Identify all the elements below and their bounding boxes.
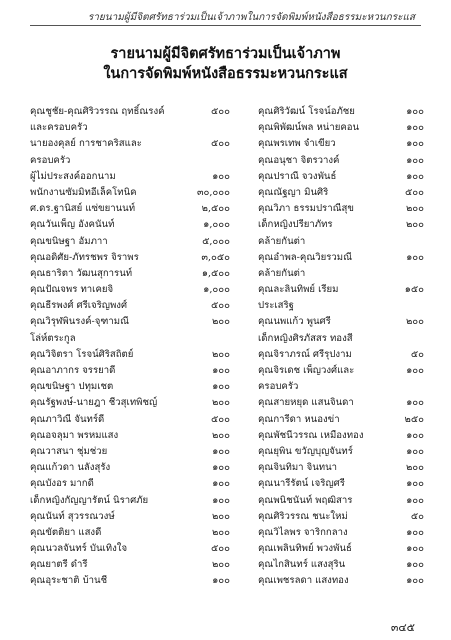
donor-name: คุณนวลจันทร์ บันเทิงใจ [30,543,128,555]
donor-row [30,234,230,250]
donation-amount: ๕๐๐ [211,413,230,425]
donor-name: คุณวิไลพร จาริกกลาง [258,526,348,538]
donor-row [30,460,230,476]
donor-row [258,185,424,201]
donation-amount: ๑๐๐ [212,170,230,182]
donation-amount: ๕๐๐ [211,138,230,150]
donor-row [30,169,230,185]
donation-amount: ๑๐๐ [406,559,424,571]
donor-row [258,363,424,379]
donation-amount: ๕๐๐ [211,300,230,312]
title-block [0,44,451,84]
donor-row [258,136,424,152]
header-rule [30,25,421,26]
donor-row [258,412,424,428]
donor-row [258,476,424,492]
donor-row [258,347,424,363]
donation-amount: ๑๐๐ [406,445,424,457]
donor-name: เด็กหญิงศิรภัสสร ทองสี [258,332,353,344]
donation-amount: ๒๕๐ [404,413,424,425]
page-title-line-1: รายนามผู้มีจิตศรัทธาร่วมเป็นเจ้าภาพ [110,45,341,62]
donor-name: คุณขนิษฐา ปทุมเชต [30,381,114,393]
donor-row [30,525,230,541]
donor-row [30,201,230,217]
donor-row [258,104,424,120]
donor-row [258,201,424,217]
donation-amount: ๒,๕๐๐ [201,203,230,215]
donor-name: คุณเพลินทิพย์ พวงพันธ์ [258,543,352,555]
donor-name: นายองคุลย์ การชาคริสและ [30,138,142,150]
donation-amount: ๑๐๐ [212,445,230,457]
donation-amount: ๑๐๐ [406,365,424,376]
donation-amount: ๒๐๐ [211,348,230,360]
donor-name: และครอบครัว [30,122,88,134]
donor-row [258,444,424,460]
donor-name: เด็กหญิงกัญญารัตน์ นิราศภัย [30,494,149,506]
donation-amount: ๑๐๐ [406,429,424,441]
donor-name: คุณอำพล-คุณวิยรวมณี [258,251,353,263]
donor-name: ครอบครัว [258,381,299,393]
donor-row [258,314,424,330]
donor-name: คุณพนิชนันท์ พฤฒิสาร [258,494,353,506]
donor-name: พนักงานซัมมิทอีเล็คโทนิค [30,186,137,198]
donor-row [258,573,424,589]
donor-row [258,331,424,347]
donor-name: คุณปัณจพร ทาเคยจิ [30,284,114,296]
donor-row [258,525,424,541]
donor-name: คุณแก้วดา นลังสุรัง [30,462,111,474]
donor-list-right [258,104,424,590]
donor-row [30,493,230,509]
donor-row [258,541,424,557]
donor-name: คุณวิรุฬพินรงค์-จุฑามณี [30,316,129,328]
donor-row [30,104,230,120]
donor-name: ครอบครัว [30,154,71,166]
donor-name: คุณภาวิณี จันทร์ดี [30,413,105,425]
donation-amount: ๒๐๐ [405,462,424,474]
donor-row [258,557,424,573]
donor-name: คุณจิรเดช เพ็ญวงศ์และ [258,365,355,376]
donor-row [30,250,230,266]
donor-name: คุณสายหยุด แสนจินดา [258,397,354,409]
donor-name: คุณยาตรี ดำรี [30,559,88,571]
donor-name: คุณขัตติยา แสงดี [30,526,102,538]
page-number: ๓๔๕ [390,621,415,634]
donation-amount: ๒๐๐ [211,429,230,441]
donor-name: คุณศิริวัฒน์ โรจน์อภัชย [258,106,355,117]
donor-row [30,395,230,411]
donor-row [30,557,230,573]
donor-name: คุณอดิศัย-ภัทรชพร จิราพร [30,251,139,263]
donor-name: คุณวิภา ธรรมปราณีสุข [258,203,354,215]
donor-row [30,412,230,428]
donor-row [258,298,424,314]
donor-row [30,541,230,557]
donor-row [258,169,424,185]
donation-amount: ๑๐๐ [212,365,230,376]
donor-name: คุณขนิษฐา อัมภาา [30,235,108,247]
donor-row [258,217,424,233]
donor-name: คุณนพแก้ว พูนศรี [258,316,331,328]
donation-amount: ๑๐๐ [406,154,424,166]
donor-name: คุณจินทิมา จินทนา [258,462,338,474]
donation-amount: ๓,๐๕๐ [201,251,230,263]
donor-name: ประเสริฐ [258,300,294,312]
donor-row [258,250,424,266]
donor-name: คุณปราณี จวงพันธ์ [258,170,337,182]
donation-amount: ๓๐,๐๐๐ [196,186,230,198]
donation-amount: ๑๐๐ [406,397,424,409]
donor-row [258,395,424,411]
donation-amount: ๒๐๐ [405,219,424,231]
donor-row [258,266,424,282]
donor-row [30,120,230,136]
running-header: รายนามผู้มีจิตศรัทธาร่วมเป็นเจ้าภาพในการจัดพิมพ์หนังสือธรรมะหวนกระแส [87,12,415,23]
donor-row [30,217,230,233]
donation-amount: ๑๐๐ [406,478,424,490]
donor-name: คุณนันท์ สุวรรณวงษ์ [30,510,115,522]
donor-name: คุณวิจิตรา โรจน์ศิริสถิตย์ [30,348,134,360]
donation-amount: ๒๐๐ [405,203,424,215]
donor-name: คุณพิพัฒน์พล หน่ายคอน [258,122,360,134]
donor-row [30,444,230,460]
donor-row [30,153,230,169]
donor-row [30,331,230,347]
donor-name: คุณเพชรลดา แสงทอง [258,575,349,587]
donation-amount: ๑๐๐ [406,543,424,555]
donor-row [258,153,424,169]
donor-row [258,493,424,509]
donor-row [30,476,230,492]
donation-amount: ๑,๕๐๐ [201,267,230,279]
donor-name: คุณอจลุมา พรหมแสง [30,429,119,441]
donor-name: คุณยุพิน ขวัญบุญจันทร์ [258,445,353,457]
donation-amount: ๑๐๐ [406,526,424,538]
donor-name: คุณธีรพงศ์ ศรีเจริญพงศ์ [30,300,128,312]
donation-amount: ๑๐๐ [212,381,230,393]
donor-name: ผู้ไม่ประสงค์ออกนาม [30,170,116,182]
donation-amount: ๒๐๐ [211,510,230,522]
donor-name: คุณบังอร มากดี [30,478,94,490]
donation-amount: ๑๐๐ [406,138,424,150]
donor-row [258,120,424,136]
donor-name: คุณชูชัย-คุณศิริวรรณ ฤทธิ์ณรงค์ [30,106,165,117]
donor-row [258,282,424,298]
donor-name: คุณละลินทิพย์ เรียม [258,284,339,296]
donor-name: คุณรัฐพงษ์-นายฎา ชีวสุเทพิชญ์ [30,397,158,409]
donor-row [258,379,424,395]
donor-name: คุณณัฐญา มินศิริ [258,186,329,198]
donation-amount: ๒๐๐ [211,526,230,538]
donor-name: คุณการีดา หนองข่า [258,413,340,425]
donation-amount: ๑๐๐ [406,575,424,587]
donor-row [30,185,230,201]
donor-name: คุณพัชนีวรรณ เหมืองทอง [258,429,364,441]
donor-row [30,298,230,314]
donation-amount: ๕๐ [410,348,424,360]
donation-amount: ๕๐๐ [211,106,230,117]
donation-amount: ๑๐๐ [212,478,230,490]
donor-row [30,282,230,298]
donation-amount: ๑๐๐ [406,251,424,263]
donation-amount: ๑๐๐ [406,170,424,182]
donor-name: คุณวาสนา ชุ่มช่วย [30,445,108,457]
donor-name: คุณศิริวรรณ ชนะใหม่ [258,510,348,522]
donor-row [30,314,230,330]
donation-amount: ๑๐๐ [406,494,424,506]
donor-name: เด็กหญิงปรียาภัทร [258,219,333,231]
donation-amount: ๑,๐๐๐ [203,284,230,296]
donation-amount: ๕๐๐ [211,543,230,555]
donor-row [30,428,230,444]
donor-name: คุณวันเพ็ญ อังคนันท์ [30,219,115,231]
donor-row [30,509,230,525]
donor-name: คล้ายกันต่า [258,235,306,247]
donation-amount: ๑๕๐ [404,284,424,296]
donation-amount: ๑,๐๐๐ [203,219,230,231]
donation-amount: ๒๐๐ [405,316,424,328]
donation-amount: ๒๐๐ [211,559,230,571]
donation-amount: ๑๐๐ [406,122,424,134]
donation-amount: ๕๐ [410,510,424,522]
donor-row [30,136,230,152]
donor-name: คุณไกสินทร์ แสงสุริน [258,559,346,571]
donor-name: คุณอุระชาติ บ้านชี [30,575,108,587]
donor-name: คุณอาภากร จรรยาดี [30,365,116,376]
donation-amount: ๑๐๐ [212,462,230,474]
donation-amount: ๑๐๐ [212,575,230,587]
page-title-line-2: ในการจัดพิมพ์หนังสือธรรมะหวนกระแส [103,65,348,82]
donation-amount: ๒๐๐ [211,316,230,328]
donor-row [30,266,230,282]
donor-row [30,573,230,589]
donor-row [30,347,230,363]
donor-row [30,363,230,379]
donor-name: คุณนารีรัตน์ เจริญศรี [258,478,345,490]
donation-amount: ๑๐๐ [406,106,424,117]
donor-name: โล่ห์ตระกูล [30,332,76,344]
donor-name: ศ.ดร.ฐานิสย์ แซ่ขยานนท์ [30,203,136,215]
donor-list-left [30,104,230,590]
donor-name: คุณอนุชา จิตรวางค์ [258,154,340,166]
donor-name: คล้ายกันต่า [258,267,306,279]
donor-row [258,460,424,476]
donor-name: คุณจิราภรณ์ ศรีรุปงาม [258,348,352,360]
donor-name: คุณพรเทพ จำเขียว [258,138,336,150]
donation-amount: ๕,๐๐๐ [202,235,230,247]
donation-amount: ๑๐๐ [212,494,230,506]
donation-amount: ๒๐๐ [211,397,230,409]
donor-row [258,234,424,250]
donor-row [30,379,230,395]
donor-row [258,428,424,444]
donor-row [258,509,424,525]
donation-amount: ๕๐๐ [405,186,424,198]
donor-name: คุณธาริตา วัฒนสุการนท์ [30,267,133,279]
